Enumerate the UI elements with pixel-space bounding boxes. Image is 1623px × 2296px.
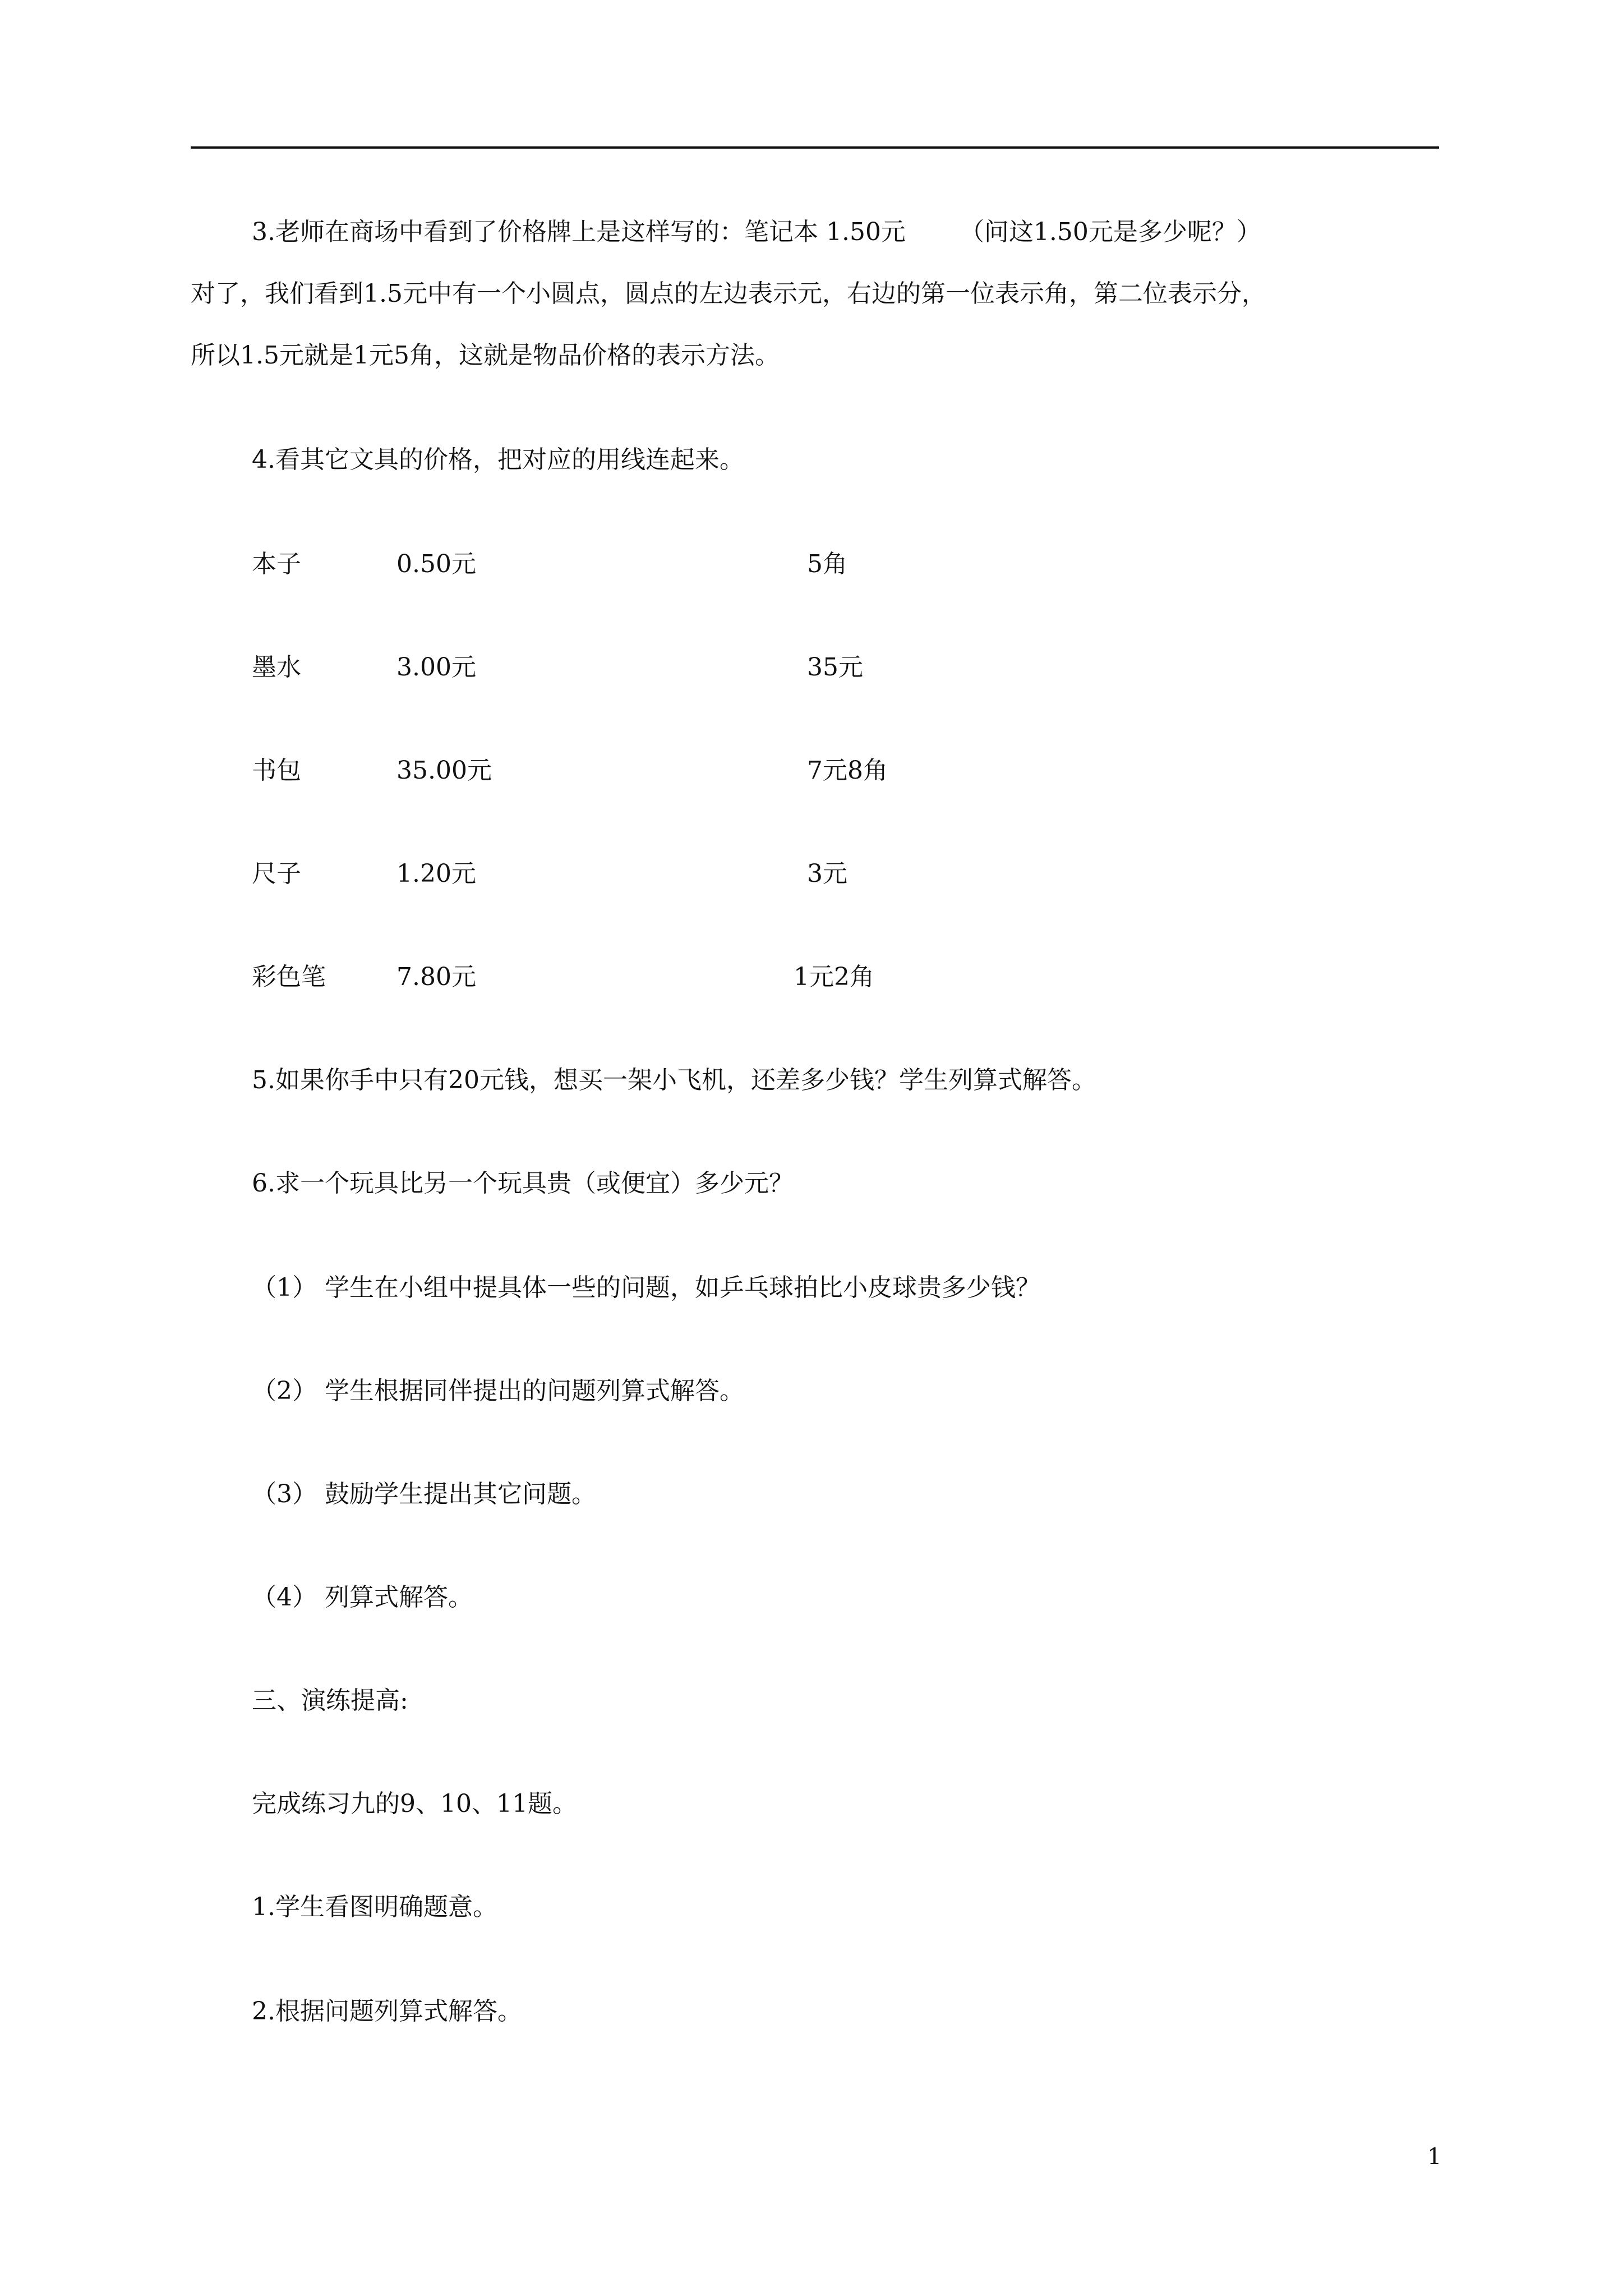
paragraph-3-line-3: 所以1.5元就是1元5角，这就是物品价格的表示方法。 bbox=[191, 341, 780, 370]
matching-target-value: 5角 bbox=[807, 550, 847, 578]
matching-row bbox=[252, 857, 1037, 891]
item-6-text: 6.求一个玩具比另一个玩具贵（或便宜）多少元？ bbox=[252, 1169, 794, 1198]
sub-item: （1） 学生在小组中提具体一些的问题，如乒乓球拍比小皮球贵多少钱？ bbox=[252, 1273, 1040, 1302]
matching-row bbox=[252, 960, 1037, 994]
matching-item-price: 1.20元 bbox=[396, 859, 476, 888]
paragraph-3-line-2: 对了，我们看到1.5元中有一个小圆点，圆点的左边表示元，右边的第一位表示角，第二位表示分， bbox=[191, 279, 1266, 308]
paragraph-3-aside-text: （问这1.50元是多少呢？） bbox=[959, 218, 1261, 246]
step-2-text: 2.根据问题列算式解答。 bbox=[252, 1997, 522, 2026]
matching-target-value: 7元8角 bbox=[807, 756, 888, 785]
matching-item-price: 0.50元 bbox=[396, 550, 476, 578]
matching-item-name: 书包 bbox=[252, 756, 301, 785]
matching-row bbox=[252, 547, 1037, 581]
step-1-text: 1.学生看图明确题意。 bbox=[252, 1893, 497, 1921]
matching-row bbox=[252, 651, 1037, 684]
matching-item-price: 3.00元 bbox=[396, 653, 476, 682]
matching-item-price: 7.80元 bbox=[396, 963, 476, 991]
matching-target-value: 35元 bbox=[807, 653, 863, 682]
matching-item-name: 彩色笔 bbox=[252, 963, 326, 991]
paragraph-3-line-1 bbox=[252, 215, 1261, 249]
exercise-text: 完成练习九的9、10、11题。 bbox=[252, 1789, 577, 1818]
matching-item-price: 35.00元 bbox=[396, 756, 492, 785]
sub-item: （2） 学生根据同伴提出的问题列算式解答。 bbox=[252, 1377, 744, 1405]
matching-target-value: 3元 bbox=[807, 859, 847, 888]
item-5-text: 5.如果你手中只有20元钱，想买一架小飞机，还差多少钱？学生列算式解答。 bbox=[252, 1066, 1096, 1094]
header-rule bbox=[191, 146, 1439, 149]
matching-item-name: 尺子 bbox=[252, 859, 301, 888]
paragraph-3-main-text: 3.老师在商场中看到了价格牌上是这样写的：笔记本 1.50元 bbox=[252, 218, 906, 246]
item-4-instruction: 4.看其它文具的价格，把对应的用线连起来。 bbox=[252, 445, 744, 474]
matching-row bbox=[252, 754, 1037, 788]
matching-target-value: 1元2角 bbox=[794, 963, 874, 991]
section-3-heading: 三、演练提高: bbox=[252, 1686, 408, 1715]
matching-item-name: 本子 bbox=[252, 550, 301, 578]
matching-item-name: 墨水 bbox=[252, 653, 301, 682]
sub-item: （4） 列算式解答。 bbox=[252, 1583, 473, 1612]
sub-item: （3） 鼓励学生提出其它问题。 bbox=[252, 1480, 596, 1508]
page-number: 1 bbox=[1427, 2144, 1442, 2170]
